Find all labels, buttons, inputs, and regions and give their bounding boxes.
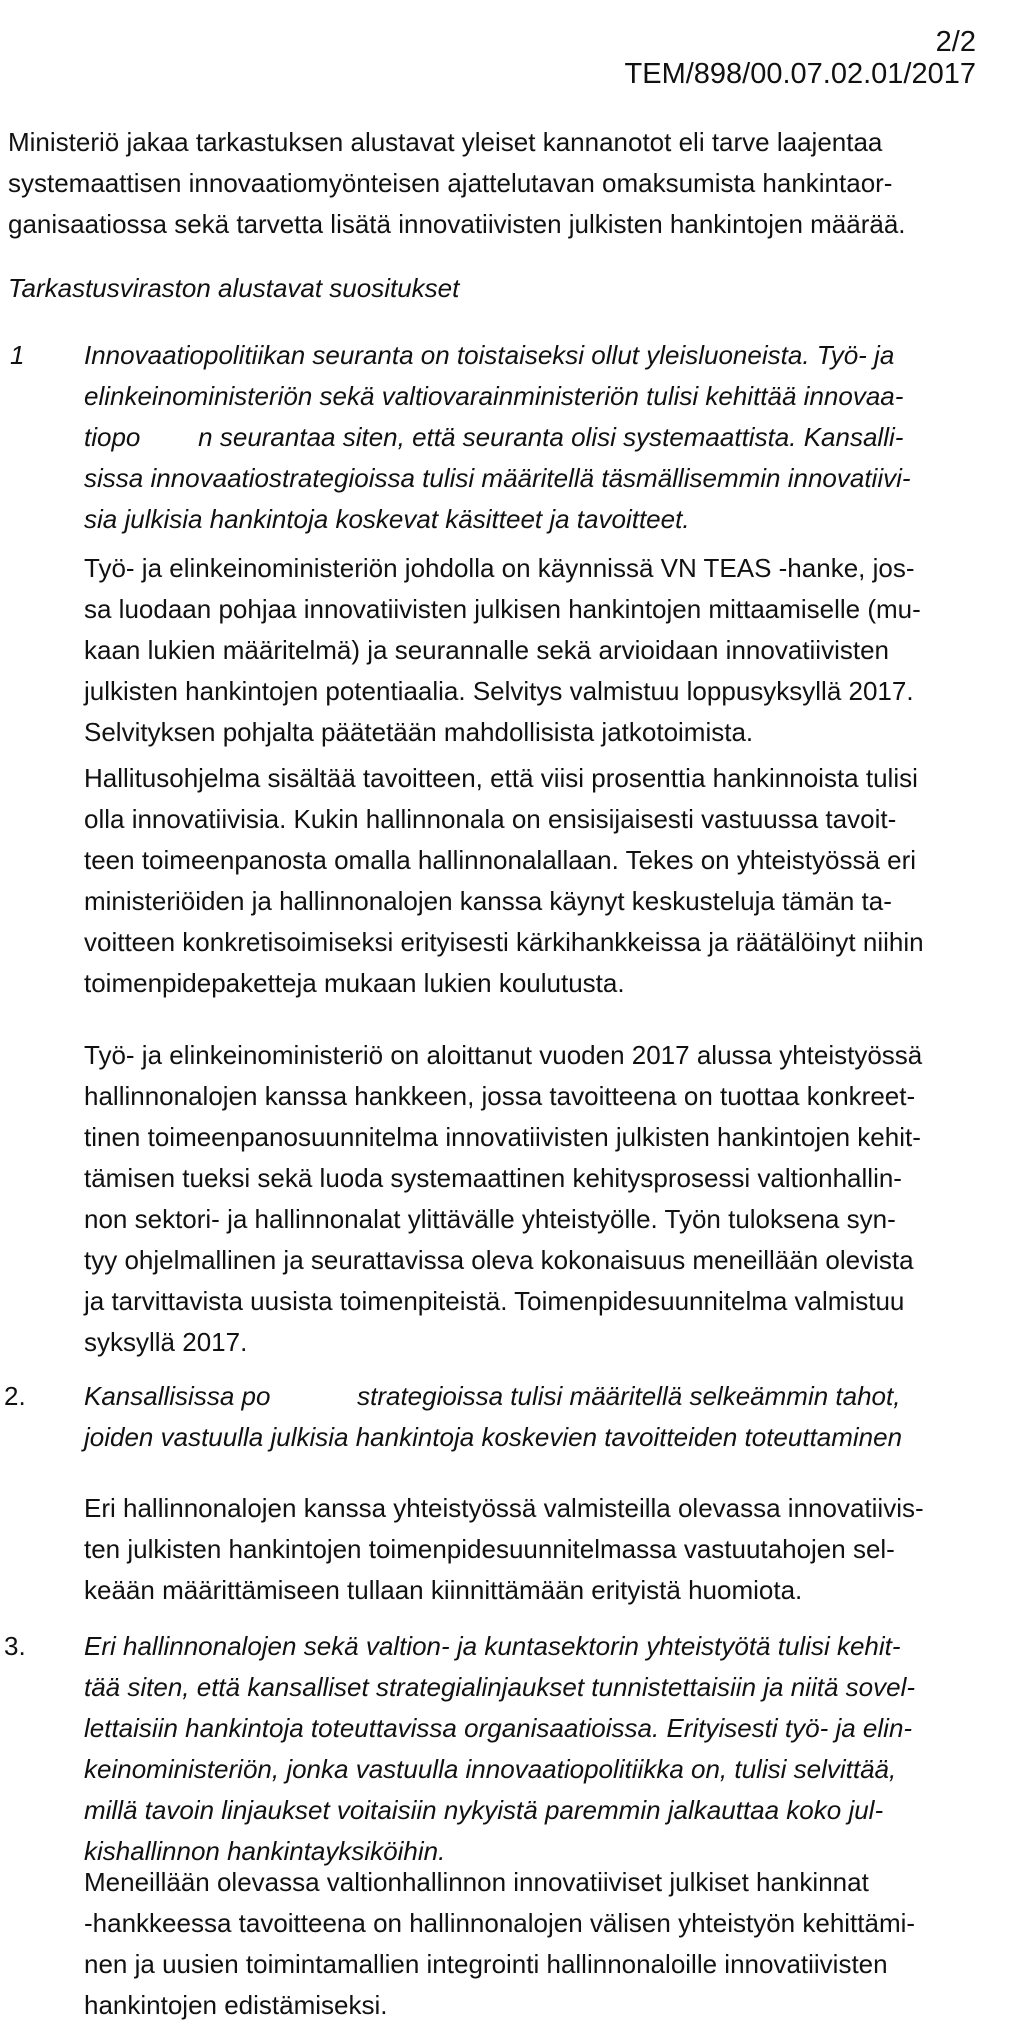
text-line: Innovaatiopolitiikan seuranta on toistaiseksi ollut yleisluoneista. Työ- ja (84, 340, 895, 370)
text-line: keään määrittämiseen tullaan kiinnittämään erityistä huomiota. (84, 1575, 803, 1605)
text-line: Meneillään olevassa valtionhallinnon innovatiiviset julkiset hankinnat (84, 1867, 869, 1897)
text-line: Ministeriö jakaa tarkastuksen alustavat yleiset kannanotot eli tarve laajentaa (8, 127, 883, 157)
text-line: olla innovatiivisia. Kukin hallinnonala on ensisijaisesti vastuussa tavoit- (84, 804, 897, 834)
text-line: tiopo n seurantaa siten, että seuranta olisi systemaattista. Kansalli- (84, 422, 904, 452)
text-line: nen ja uusien toimintamallien integrointi hallinnonaloille innovatiivisten (84, 1949, 888, 1979)
text-line: toimenpidepaketteja mukaan lukien koulutusta. (84, 968, 625, 998)
text-line: Eri hallinnonalojen sekä valtion- ja kuntasektorin yhteistyötä tulisi kehit- (84, 1631, 901, 1661)
text-line: elinkeinoministeriön sekä valtiovarainministeriön tulisi kehittää innovaa- (84, 381, 904, 411)
text-line: hankintojen edistämiseksi. (84, 1990, 388, 2020)
text-line: -hankkeessa tavoitteena on hallinnonalojen välisen yhteistyön kehittämi- (84, 1908, 916, 1938)
text-line: Työ- ja elinkeinoministeriön johdolla on käynnissä VN TEAS -hanke, jos- (84, 553, 915, 583)
text-line: hallinnonalojen kanssa hankkeen, jossa tavoitteena on tuottaa konkreet- (84, 1081, 916, 1111)
text-line: ganisaatiossa sekä tarvetta lisätä innovatiivisten julkisten hankintojen määrää. (8, 209, 906, 239)
text-line: tyy ohjelmallinen ja seurattavissa oleva kokonaisuus meneillään olevista (84, 1245, 914, 1275)
text-line: non sektori- ja hallinnonalat ylittävälle yhteistyölle. Työn tuloksena syn- (84, 1204, 896, 1234)
recommendations-heading: Tarkastusviraston alustavat suositukset (8, 273, 460, 303)
text-line: sia julkisia hankintoja koskevat käsitteet ja tavoitteet. (84, 504, 690, 534)
text-line: sissa innovaatiostrategioissa tulisi määritellä täsmällisemmin innovatiivi- (84, 463, 911, 493)
response-paragraph-4 (84, 1488, 924, 1611)
text-line: syksyllä 2017. (84, 1327, 248, 1357)
response-paragraph-2 (84, 758, 924, 1004)
text-line: ministeriöiden ja hallinnonalojen kanssa käynyt keskusteluja tämän ta- (84, 886, 892, 916)
text-line: joiden vastuulla julkisia hankintoja koskevien tavoitteiden toteuttaminen (84, 1422, 903, 1452)
text-line: sa luodaan pohjaa innovatiivisten julkisen hankintojen mittaamiselle (mu- (84, 594, 921, 624)
recommendation-number: 3. (4, 1631, 26, 1661)
text-line: tämisen tueksi sekä luoda systemaattinen kehitysprosessi valtionhallin- (84, 1163, 902, 1193)
text-line: voitteen konkretisoimiseksi erityisesti kärkihankkeissa ja räätälöinyt niihin (84, 927, 924, 957)
page-header (625, 26, 976, 90)
recommendation-3-text (84, 1626, 915, 1872)
text-line: keinoministeriön, jonka vastuulla innovaatiopolitiikka on, tulisi selvittää, (84, 1754, 897, 1784)
text-line: Kansallisissa po strategioissa tulisi määritellä selkeämmin tahot, (84, 1381, 901, 1411)
reference-number: TEM/898/00.07.02.01/2017 (624, 58, 976, 90)
recommendation-number: 1 (10, 340, 25, 370)
text-line: ten julkisten hankintojen toimenpidesuunnitelmassa vastuutahojen sel- (84, 1534, 895, 1564)
text-line: kishallinnon hankintayksiköihin. (84, 1836, 446, 1866)
recommendation-number: 2. (4, 1381, 26, 1411)
text-line: Työ- ja elinkeinoministeriö on aloittanut vuoden 2017 alussa yhteistyössä (84, 1040, 923, 1070)
text-line: julkisten hankintojen potentiaalia. Selvitys valmistuu loppusyksyllä 2017. (84, 676, 914, 706)
text-line: teen toimeenpanosta omalla hallinnonalallaan. Tekes on yhteistyössä eri (84, 845, 917, 875)
response-paragraph-1 (84, 548, 921, 753)
text-line: millä tavoin linjaukset voitaisiin nykyistä paremmin jalkauttaa koko jul- (84, 1795, 884, 1825)
text-line: tinen toimeenpanosuunnitelma innovatiivisten julkisten hankintojen kehit- (84, 1122, 921, 1152)
page-number: 2/2 (935, 26, 976, 58)
text-line: ja tarvittavista uusista toimenpiteistä. Toimenpidesuunnitelma valmistuu (84, 1286, 905, 1316)
intro-paragraph (8, 122, 906, 245)
text-line: Selvityksen pohjalta päätetään mahdollisista jatkotoimista. (84, 717, 754, 747)
recommendation-1-text (84, 335, 911, 540)
text-line: Hallitusohjelma sisältää tavoitteen, että viisi prosenttia hankinnoista tulisi (84, 763, 918, 793)
response-paragraph-3 (84, 1035, 922, 1363)
text-line: Eri hallinnonalojen kanssa yhteistyössä valmisteilla olevassa innovatiivis- (84, 1493, 924, 1523)
recommendation-2-text (84, 1376, 902, 1458)
text-line: systemaattisen innovaatiomyönteisen ajattelutavan omaksumista hankintaor- (8, 168, 893, 198)
text-line: tää siten, että kansalliset strategialinjaukset tunnistettaisiin ja niitä sovel- (84, 1672, 915, 1702)
response-paragraph-5 (84, 1862, 915, 2026)
text-line: lettaisiin hankintoja toteuttavissa organisaatioissa. Erityisesti työ- ja elin- (84, 1713, 913, 1743)
text-line: kaan lukien määritelmä) ja seurannalle sekä arvioidaan innovatiivisten (84, 635, 889, 665)
